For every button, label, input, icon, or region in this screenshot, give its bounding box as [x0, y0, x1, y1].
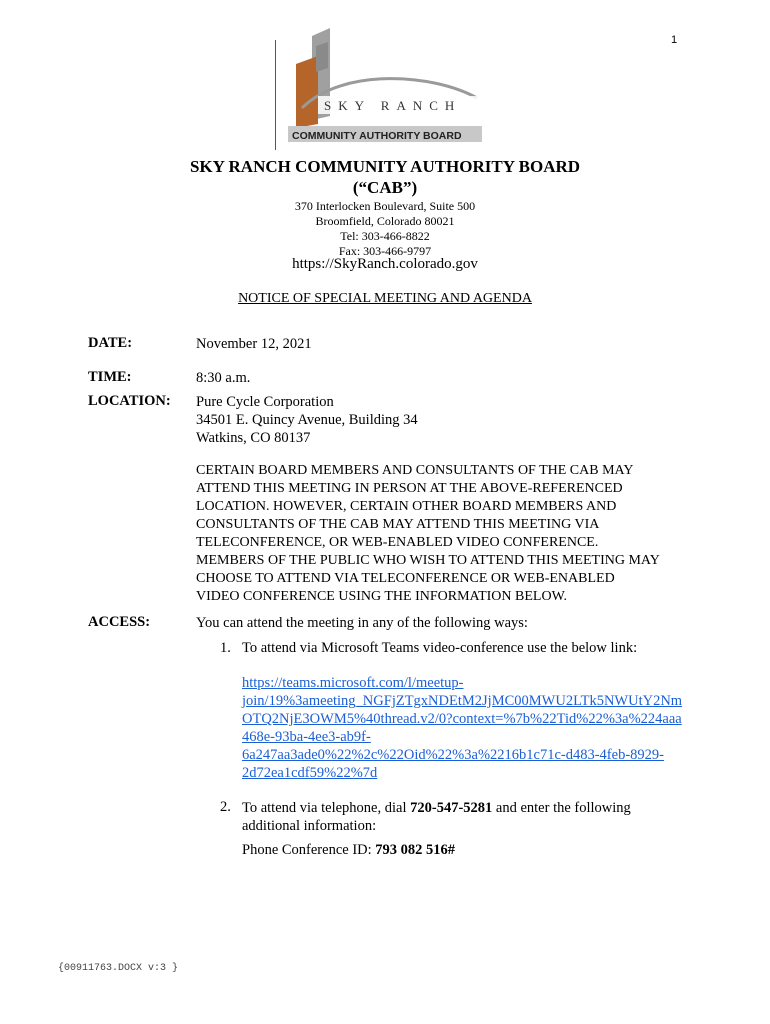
org-subtitle: (“CAB”)	[352, 178, 418, 197]
location-label: LOCATION:	[88, 393, 171, 409]
attendance-notice	[196, 462, 716, 606]
notice-line: CONSULTANTS OF THE CAB MAY ATTEND THIS MEETING VIA	[196, 517, 600, 532]
item-2-number: 2.	[220, 799, 231, 815]
location-line-3: Watkins, CO 80137	[196, 430, 311, 446]
time-value: 8:30 a.m.	[196, 370, 251, 386]
location-line-1: Pure Cycle Corporation	[196, 394, 334, 410]
link-line: 468e-93ba-4ee3-ab9f-	[242, 729, 371, 745]
fax: Fax: 303-466-9797	[338, 244, 432, 258]
link-line: OTQ2NjE3OWM5%40thread.v2/0?context=%7b%22Tid%22%3a%224aaa	[242, 711, 682, 727]
notice-line: CERTAIN BOARD MEMBERS AND CONSULTANTS OF THE CAB MAY	[196, 463, 634, 478]
link-line: 6a247aa3ade0%22%2c%22Oid%22%3a%2216b1c71c-d483-4feb-8929-	[242, 747, 664, 763]
notice-line: ATTEND THIS MEETING IN PERSON AT THE ABOVE-REFERENCED	[196, 481, 623, 496]
item-2-text-b: and enter the following	[492, 800, 631, 816]
access-intro: You can attend the meeting in any of the following ways:	[196, 615, 528, 631]
document-footer: {00911763.DOCX v:3 }	[58, 963, 179, 974]
time-label: TIME:	[88, 369, 132, 385]
date-value: November 12, 2021	[196, 336, 312, 352]
notice-line: CHOOSE TO ATTEND VIA TELECONFERENCE OR WEB-ENABLED	[196, 571, 615, 586]
org-title: SKY RANCH COMMUNITY AUTHORITY BOARD	[189, 157, 581, 176]
location-value	[196, 393, 418, 447]
link-line: join/19%3ameeting_NGFjZTgxNDEtM2JjMC00MWU2LTk5NWUtY2Nm	[242, 693, 683, 709]
notice-line: TELECONFERENCE, OR WEB-ENABLED VIDEO CONFERENCE.	[196, 535, 599, 550]
page-number: 1	[671, 34, 678, 46]
teams-meeting-link[interactable]	[242, 674, 712, 782]
item-2-text-c: additional information:	[242, 818, 377, 834]
conference-id-value: 793 082 516#	[375, 842, 456, 858]
access-label: ACCESS:	[88, 614, 151, 630]
location-line-2: 34501 E. Quincy Avenue, Building 34	[196, 412, 418, 428]
notice-line: MEMBERS OF THE PUBLIC WHO WISH TO ATTEND THIS MEETING MAY	[196, 553, 660, 568]
telephone: Tel: 303-466-8822	[340, 229, 430, 243]
dial-in-number: 720-547-5281	[410, 800, 493, 816]
logo-bottom-text: COMMUNITY AUTHORITY BOARD	[292, 130, 462, 142]
conference-id	[242, 842, 455, 859]
notice-title: NOTICE OF SPECIAL MEETING AND AGENDA	[238, 291, 532, 306]
logo-top-text: SKY RANCH	[324, 98, 462, 113]
link-line: https://teams.microsoft.com/l/meetup-	[242, 675, 464, 691]
sky-ranch-logo	[272, 28, 487, 150]
item-2-text-a: To attend via telephone, dial	[242, 800, 411, 816]
notice-line: LOCATION. HOWEVER, CERTAIN OTHER BOARD MEMBERS AND	[196, 499, 617, 514]
address-line-2: Broomfield, Colorado 80021	[315, 214, 455, 228]
address-line-1: 370 Interlocken Boulevard, Suite 500	[294, 199, 476, 213]
item-1-number: 1.	[220, 640, 231, 656]
item-1-text: To attend via Microsoft Teams video-conference use the below link:	[242, 640, 638, 656]
link-line: 2d72ea1cdf59%22%7d	[242, 765, 378, 781]
website: https://SkyRanch.colorado.gov	[292, 256, 478, 272]
date-label: DATE:	[88, 335, 133, 351]
notice-line: VIDEO CONFERENCE USING THE INFORMATION BELOW.	[196, 589, 567, 604]
conference-id-label: Phone Conference ID:	[242, 842, 376, 858]
item-2-text	[242, 799, 631, 835]
